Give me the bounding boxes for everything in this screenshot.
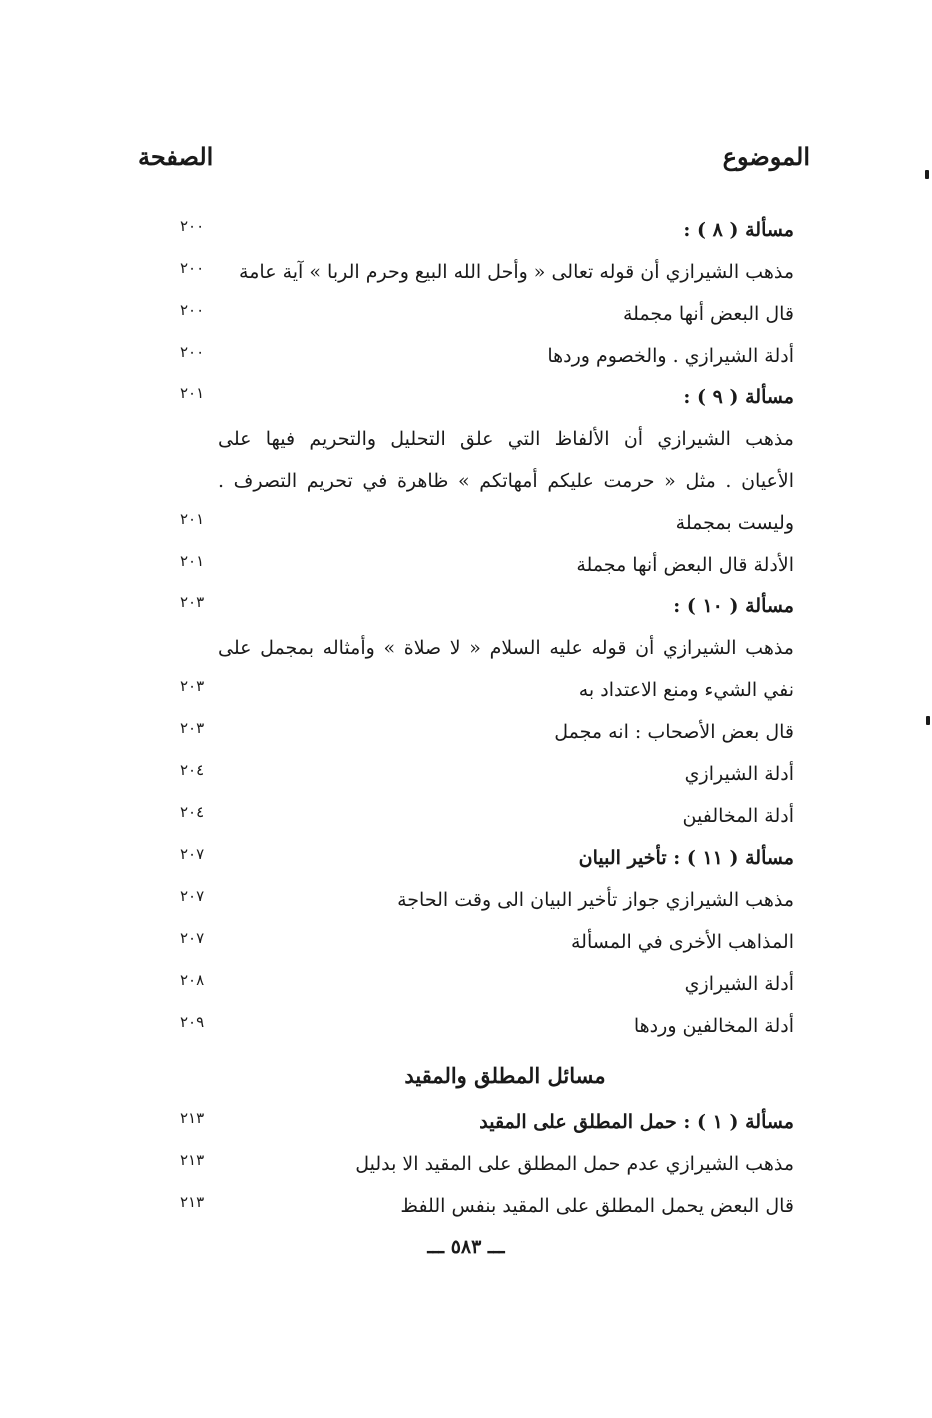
- toc-entry: [150, 503, 794, 543]
- margin-mark: [925, 170, 929, 179]
- toc-entry: [150, 838, 794, 878]
- toc-entry: [150, 712, 794, 752]
- toc-entry: [150, 1186, 794, 1226]
- toc-entry: [150, 419, 794, 459]
- toc-entry: [150, 1102, 794, 1142]
- toc-entry-text: الأدلة قال البعض أنها مجملة: [576, 554, 794, 576]
- toc-entry-text: مسألة ( ١ ) : حمل المطلق على المقيد: [479, 1111, 794, 1133]
- toc-entry: [150, 628, 794, 668]
- toc-entry-page: ٢١٣: [180, 1193, 205, 1211]
- toc-entry-page: ٢٠٣: [180, 677, 205, 695]
- toc-entry-page: ٢٠١: [180, 384, 205, 402]
- toc-entry: [150, 252, 794, 292]
- toc-entry: [150, 1006, 794, 1046]
- toc-entry-text: أدلة المخالفين: [682, 805, 794, 827]
- toc-entry-page: ٢٠٣: [180, 593, 205, 611]
- toc-entry: [150, 377, 794, 417]
- toc-entry-text: مذهب الشيرازي أن قوله تعالى « وأحل الله البيع وحرم الربا » آية عامة: [239, 261, 794, 283]
- toc-entry: [150, 545, 794, 585]
- toc-entry-text: أدلة الشيرازي . والخصوم وردها: [547, 345, 794, 367]
- toc-entry-page: ٢١٣: [180, 1109, 205, 1127]
- toc-entry-text: قال البعض يحمل المطلق على المقيد بنفس اللفظ: [400, 1195, 794, 1217]
- toc-entry-page: ٢٠٤: [180, 761, 205, 779]
- column-header-topic: الموضوع: [722, 142, 810, 171]
- toc-entry-page: ٢٠٧: [180, 845, 205, 863]
- toc-entry-text: مسألة ( ٩ ) :: [683, 386, 794, 408]
- toc-entry-page: ٢٠٤: [180, 803, 205, 821]
- toc-entry-text: الأعيان . مثل « حرمت عليكم أمهاتكم » ظاهرة في تحريم التصرف .: [218, 470, 794, 492]
- toc-entry: [150, 1144, 794, 1184]
- toc-entry-page: ٢٠٠: [180, 343, 205, 361]
- toc-entry-text: قال البعض أنها مجملة: [622, 303, 794, 325]
- toc-entry: [150, 586, 794, 626]
- toc-entry-page: ٢٠٠: [180, 217, 205, 235]
- toc-entry-text: مسألة ( ٨ ) :: [683, 219, 794, 241]
- toc-entry: [150, 796, 794, 836]
- section-heading: مسائل المطلق والمقيد: [404, 1063, 606, 1088]
- toc-entry-page: ٢٠١: [180, 552, 205, 570]
- toc-entry: [150, 294, 794, 334]
- toc-entry-page: ٢٠١: [180, 510, 205, 528]
- toc-entry-text: مسألة ( ١٠ ) :: [673, 595, 794, 617]
- toc-entry-page: ٢٠٠: [180, 301, 205, 319]
- toc-entry: [150, 670, 794, 710]
- toc-entry-text: وليست بمجملة: [675, 512, 794, 534]
- toc-entry: [150, 922, 794, 962]
- toc-entry-text: مذهب الشيرازي عدم حمل المطلق على المقيد الا بدليل: [355, 1153, 794, 1175]
- toc-entry-text: أدلة الشيرازي: [684, 763, 794, 785]
- toc-entry-page: ٢٠٧: [180, 929, 205, 947]
- toc-entry: [150, 754, 794, 794]
- toc-entry-text: نفي الشيء ومنع الاعتداد به: [578, 679, 794, 701]
- toc-entry-page: ٢٠٠: [180, 259, 205, 277]
- toc-entry: [150, 336, 794, 376]
- toc-entry: [150, 964, 794, 1004]
- toc-entry-text: أدلة المخالفين وردها: [633, 1015, 794, 1037]
- toc-entry-page: ٢١٣: [180, 1151, 205, 1169]
- toc-entry: [150, 461, 794, 501]
- toc-entry-text: قال بعض الأصحاب : انه مجمل: [554, 721, 794, 743]
- toc-entry-page: ٢٠٩: [180, 1013, 205, 1031]
- column-header-page: الصفحة: [138, 142, 214, 171]
- toc-entry-page: ٢٠٨: [180, 971, 205, 989]
- toc-entry-text: أدلة الشيرازي: [684, 973, 794, 995]
- toc-entry-page: ٢٠٣: [180, 719, 205, 737]
- toc-entry: [150, 210, 794, 250]
- toc-entry-text: مسألة ( ١١ ) : تأخير البيان: [578, 847, 794, 869]
- toc-entry-text: مذهب الشيرازي أن الألفاظ التي علق التحليل والتحريم فيها على: [218, 428, 794, 450]
- toc-entry-text: المذاهب الأخرى في المسألة: [571, 931, 794, 953]
- toc-entry-text: مذهب الشيرازي جواز تأخير البيان الى وقت الحاجة: [397, 889, 794, 911]
- toc-entry-page: ٢٠٧: [180, 887, 205, 905]
- margin-mark: [926, 716, 930, 725]
- toc-entry: [150, 880, 794, 920]
- page-number: ـــ ٥٨٣ ـــ: [427, 1236, 505, 1258]
- toc-entry-text: مذهب الشيرازي أن قوله عليه السلام « لا صلاة » وأمثاله بمجمل على: [218, 637, 794, 659]
